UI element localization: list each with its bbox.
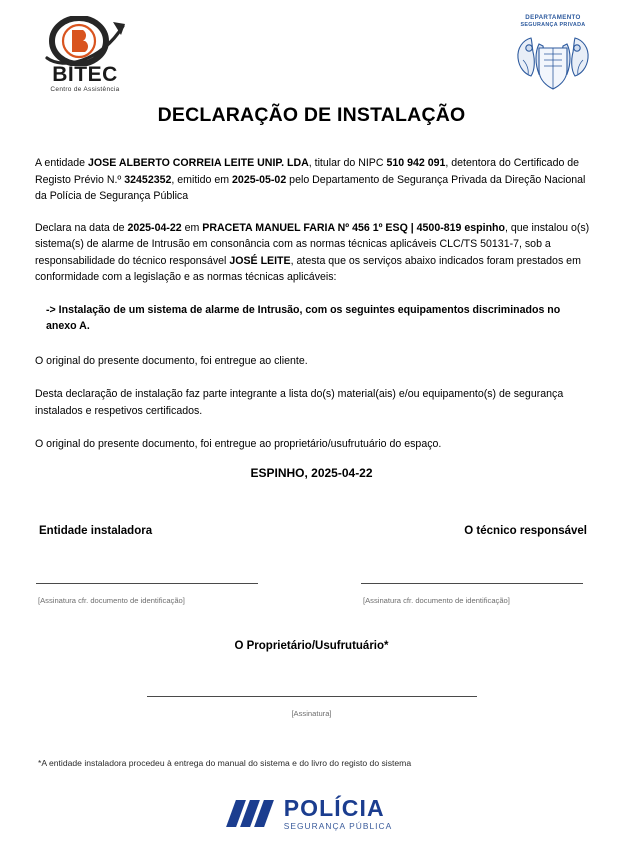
p1-company-name: JOSE ALBERTO CORREIA LEITE UNIP. LDA bbox=[88, 157, 309, 169]
paragraph-original-owner: O original do presente documento, foi entregue ao proprietário/usufrutuário do espaço. bbox=[35, 438, 442, 450]
p2-install-date: 2025-04-22 bbox=[127, 221, 182, 234]
policia-wordmark bbox=[284, 797, 393, 830]
p1-text5: pelo Departamento de Segurança Privada da Direção Nacional da Polícia de Segurança Pública bbox=[35, 173, 586, 202]
signature-row bbox=[0, 525, 623, 625]
paragraph-declaration bbox=[35, 220, 590, 286]
place-and-date: ESPINHO, 2025-04-22 bbox=[250, 466, 373, 480]
footnote: *A entidade instaladora procedeu à entrega do manual do sistema e do livro do registo do sistema bbox=[38, 758, 412, 768]
p2-address: PRACETA MANUEL FARIA Nº 456 1º ESQ | 4500-819 espinho bbox=[202, 221, 505, 234]
paragraph-entity bbox=[35, 155, 590, 205]
spacer-2 bbox=[35, 286, 590, 302]
installer-heading: Entidade instaladora bbox=[39, 525, 153, 537]
owner-heading: O Proprietário/Usufrutuário* bbox=[234, 640, 389, 652]
technician-heading: O técnico responsável bbox=[464, 525, 587, 537]
bitec-logo-name: BITEC bbox=[52, 63, 118, 86]
signature-block-technician bbox=[337, 525, 587, 605]
document-body bbox=[35, 155, 590, 453]
spacer-5 bbox=[35, 419, 590, 436]
bitec-logo-mark bbox=[27, 16, 143, 66]
dsp-shield-icon bbox=[505, 30, 601, 97]
owner-signature-caption: [Assinatura] bbox=[291, 709, 332, 718]
signature-block-owner bbox=[0, 640, 623, 718]
p1-text1: A entidade bbox=[35, 157, 89, 169]
policia-logo-main: POLÍCIA bbox=[283, 795, 385, 821]
installer-signature-line bbox=[36, 583, 258, 584]
signature-block-installer bbox=[36, 525, 286, 605]
spacer-4 bbox=[35, 369, 590, 386]
policia-logo bbox=[0, 797, 623, 830]
p1-text3: , detentora do Certificado de Registo Prévio N.º bbox=[35, 157, 580, 186]
p1-text4: , emitido em bbox=[171, 173, 233, 186]
spacer-3 bbox=[35, 334, 590, 353]
paragraph-original-client: O original do presente documento, foi entregue ao cliente. bbox=[35, 354, 308, 367]
technician-signature-line bbox=[361, 583, 583, 584]
paragraph-material-list: Desta declaração de instalação faz parte integrante a lista do(s) material(ais) e/ou equipamento(s) de segurança instalados e respetivos certificados. bbox=[35, 388, 564, 417]
dsp-logo-line1: DEPARTAMENTO bbox=[525, 14, 581, 21]
bitec-logo-tagline: Centro de Assistência bbox=[50, 86, 120, 93]
dsp-logo-line2: SEGURANÇA PRIVADA bbox=[520, 21, 586, 28]
page-title: DECLARAÇÃO DE INSTALAÇÃO bbox=[157, 104, 466, 126]
owner-signature-line bbox=[147, 696, 477, 697]
p1-certificate-number: 32452352 bbox=[124, 173, 172, 186]
p2-text2: em bbox=[181, 221, 203, 234]
p2-text3: , que instalou o(s) sistema(s) de alarme de Intrusão em consonância com as normas técnicas aplicáveis CLC/TS 50131-7, sob a responsabilidade do técnico responsável bbox=[35, 221, 590, 267]
spacer-1 bbox=[35, 205, 590, 220]
p2-technician-name: JOSÉ LEITE bbox=[229, 254, 291, 267]
p2-text1: Declara na data de bbox=[35, 221, 128, 234]
bitec-logo bbox=[27, 16, 143, 92]
p2-text4: , atesta que os serviços abaixo indicados foram prestados em conformidade com a legislação e as normas técnicas aplicáveis: bbox=[35, 254, 581, 283]
technician-signature-caption: [Assinatura cfr. documento de identificação] bbox=[363, 596, 510, 605]
installer-signature-caption: [Assinatura cfr. documento de identificação] bbox=[38, 596, 185, 605]
p1-text2: , titular do NIPC bbox=[308, 157, 387, 169]
p1-nipc: 510 942 091 bbox=[386, 157, 446, 169]
policia-logo-sub: SEGURANÇA PÚBLICA bbox=[283, 821, 393, 831]
bitec-emblem-icon bbox=[27, 16, 143, 66]
policia-bars-icon bbox=[231, 800, 273, 827]
dsp-logo bbox=[505, 14, 601, 94]
document-header bbox=[0, 0, 623, 95]
p1-issue-date: 2025-05-02 bbox=[232, 173, 287, 186]
annex-item-line: -> Instalação de um sistema de alarme de Intrusão, com os seguintes equipamentos discriminados no anexo A. bbox=[46, 303, 561, 332]
